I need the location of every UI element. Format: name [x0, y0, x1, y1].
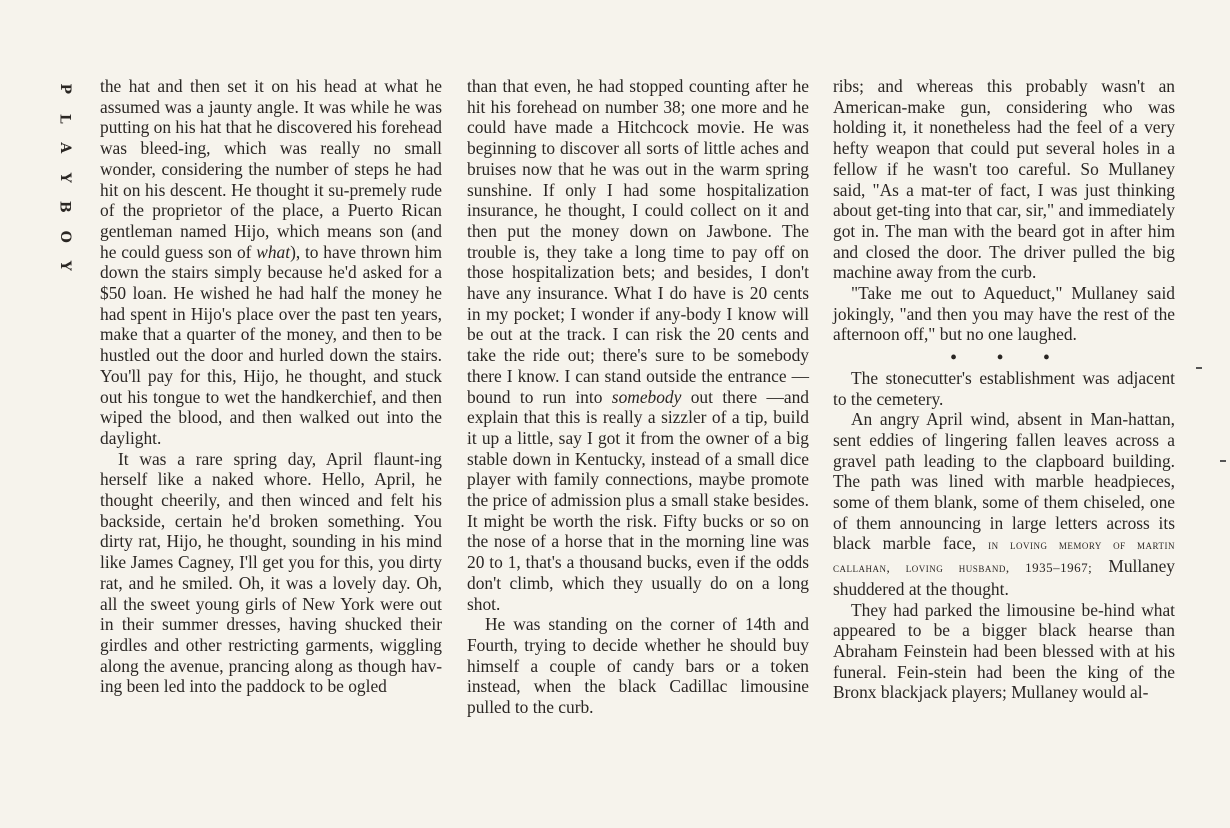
- paragraph: He was standing on the corner of 14th and Fourth, trying to decide whether he should buy himself a couple of candy bars or a token instead, when the black Cadillac limousine pulled to the curb.: [467, 614, 809, 718]
- paragraph: An angry April wind, absent in Man-hattan, sent eddies of lingering fallen leaves across a gravel path leading to the clapboard building. The path was lined with marble headpieces, some of them blank, some of them chiseled, one of them announcing in large letters across its black marble face, in loving memory of martin callahan, loving husband, 1935–1967; Mullaney shuddered at the thought.: [833, 409, 1176, 599]
- title-letter: Y: [56, 260, 73, 271]
- paragraph: ribs; and whereas this probably wasn't an American-make gun, considering who was holding it, it nonetheless had the feel of a very hefty weapon that could put several holes in a fellow if he wasn't too careful. So Mullaney said, "As a mat-ter of fact, I was just thinking about get-ting into that car, sir," and immediately got in. The man with the beard got in after him and closed the door. The driver pulled the big machine away from the curb.: [833, 76, 1175, 283]
- margin-mark: [1196, 367, 1202, 369]
- margin-mark: [1220, 460, 1226, 462]
- magazine-title-vertical: [50, 74, 73, 281]
- title-letter: B: [56, 200, 73, 213]
- paragraph: "Take me out to Aqueduct," Mullaney said jokingly, "and then you may have the rest of the afternoon off," but no one laughed.: [833, 283, 1175, 345]
- text-column-3: [833, 76, 1175, 703]
- paragraph: than that even, he had stopped counting after he hit his forehead on number 38; one more and he could have made a Hitchcock movie. He was beginning to discover all sorts of little aches and bruises now that he was out in the warm spring sunshine. If only I had some hospitalization insurance, he thought, I could collect on it and then put the money down on Jawbone. The trouble is, they take a long time to pay off on those hospitalization bets; and besides, I don't have any insurance. What I do have is 20 cents in my pocket; I wonder if any-body I know will be out at the track. I can risk the 20 cents and take the ride out; there's sure to be somebody there I know. I can stand outside the entrance —bound to run into somebody out there —and explain that this is really a sizzler of a tip, build it up a little, say I got it from the owner of a big stable down in Kentucky, instead of a small dice player with family connections, maybe promote the price of admission plus a small stake besides. It might be worth the risk. Fifty bucks or so on the nose of a horse that in the morning line was 20 to 1, that's a thousand bucks, even if the odds don't climb, which they usually do on a long shot.: [467, 76, 809, 614]
- paragraph: The stonecutter's establishment was adjacent to the cemetery.: [833, 367, 1175, 409]
- text-column-2: [467, 76, 809, 718]
- title-letter: O: [56, 230, 73, 243]
- paragraph: They had parked the limousine be-hind what appeared to be a bigger black hearse than Abraham Feinstein had been blessed with at his funeral. Fein-stein had been the king of the Bronx blackjack players; Mullaney would al-: [833, 599, 1175, 703]
- section-break: • • •: [950, 347, 1068, 368]
- title-letter: L: [56, 113, 73, 124]
- inscription-text: in loving memory of martin callahan, loving husband, 1935–1967;: [833, 537, 1175, 576]
- title-letter: P: [56, 83, 73, 95]
- emphasis: what: [256, 241, 291, 262]
- text-column-1: [100, 76, 442, 697]
- emphasis: somebody: [611, 386, 682, 407]
- paragraph: the hat and then set it on his head at what he assumed was a jaunty angle. It was while he was putting on his hat that he discovered his forehead was bleed-ing, which was really no small wonder, considering the number of steps he had hit on his descent. He thought it su-premely rude of the proprietor of the place, a Puerto Rican gentleman named Hijo, which means son (and he could guess son of what), to have thrown him down the stairs simply because he'd asked for a $50 loan. He wished he had half the money he had spent in Hijo's place over the past ten years, make that a quarter of the money, and then to be hustled out the door and hurled down the stairs. You'll pay for this, Hijo, he thought, and stuck out his tongue to wet the handkerchief, and then wiped the blood, and then walked out into the daylight.: [100, 76, 442, 448]
- paragraph: It was a rare spring day, April flaunt-ing herself like a naked whore. Hello, April, he thought cheerily, and then winced and felt his backside, certain he'd broken something. You dirty rat, Hijo, he thought, sounding in his mind like James Cagney, I'll get you for this, you dirty rat, and he smiled. Oh, it was a lovely day. Oh, all the sweet young girls of New York were out in their summer dresses, having shucked their girdles and other restricting garments, wiggling along the avenue, prancing along as though hav-ing been led into the paddock to be ogled: [100, 448, 442, 697]
- title-letter: Y: [56, 172, 73, 183]
- title-letter: A: [56, 142, 73, 154]
